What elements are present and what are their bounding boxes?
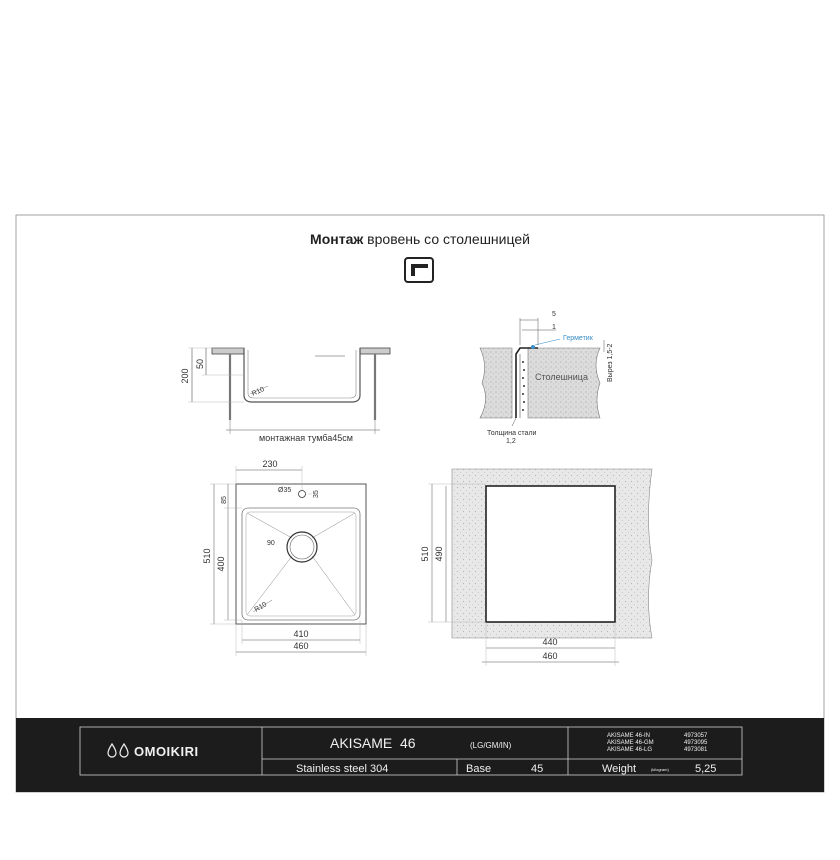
thickness-value: 1,2 <box>506 438 516 445</box>
sku-name-3: AKISAME 46-LG <box>607 747 653 753</box>
top-dim-410: 410 <box>293 629 309 639</box>
top-dim-510: 510 <box>202 548 212 564</box>
flush-mount-icon <box>405 258 433 282</box>
detail-dim-1: 1 <box>552 324 556 331</box>
side-radius-label: R10 <box>250 386 266 398</box>
sku-code-2: 4973095 <box>684 740 708 746</box>
weight-label: Weight <box>602 763 637 775</box>
material-label: Stainless steel 304 <box>296 763 389 775</box>
side-dim-50: 50 <box>195 358 205 370</box>
base-label: Base <box>466 763 492 775</box>
cutout-dim-440: 440 <box>542 637 558 647</box>
top-dim-85: 85 <box>221 496 228 504</box>
brand-logo-text: OMOIKIRI <box>134 744 199 759</box>
base-value: 45 <box>531 763 544 775</box>
side-dim-200: 200 <box>180 368 190 384</box>
top-dim-230: 230 <box>262 459 278 469</box>
cutout-dim-510: 510 <box>420 546 430 562</box>
top-dim-460: 460 <box>293 641 309 651</box>
sku-code-1: 4973057 <box>684 733 708 739</box>
title-bold: Монтаж <box>310 231 364 247</box>
cutout-dim-460: 460 <box>542 651 558 661</box>
title-rest: вровень со столешницей <box>363 231 530 247</box>
sku-code-3: 4973081 <box>684 747 708 753</box>
thickness-label: Толщина стали <box>487 430 537 437</box>
sku-name-1: AKISAME 46-IN <box>607 733 651 739</box>
top-radius-label: R10 <box>253 601 269 614</box>
sealant-label: Герметик <box>563 335 593 342</box>
model-variants: (LG/GM/IN) <box>470 741 512 750</box>
cutout-label: Вырез 1,5-2 <box>607 343 614 382</box>
drawing-frame <box>16 215 824 792</box>
cabinet-label: монтажная тумба45см <box>259 433 353 443</box>
weight-value: 5,25 <box>695 763 717 775</box>
page-title <box>310 231 530 247</box>
cutout-dim-490: 490 <box>434 546 444 562</box>
detail-dim-5: 5 <box>552 311 556 318</box>
cutout-view <box>428 469 652 666</box>
tap-hole-label: Ø35 <box>278 487 292 494</box>
sku-name-2: AKISAME 46-GM <box>607 740 654 746</box>
drain-label: 90 <box>267 540 275 547</box>
weight-unit: (kilogram) <box>651 767 669 772</box>
model-name: AKISAME 46 <box>330 735 416 751</box>
worktop-label: Столешница <box>535 372 588 382</box>
top-dim-35: 35 <box>313 490 320 498</box>
top-dim-400: 400 <box>216 556 226 572</box>
